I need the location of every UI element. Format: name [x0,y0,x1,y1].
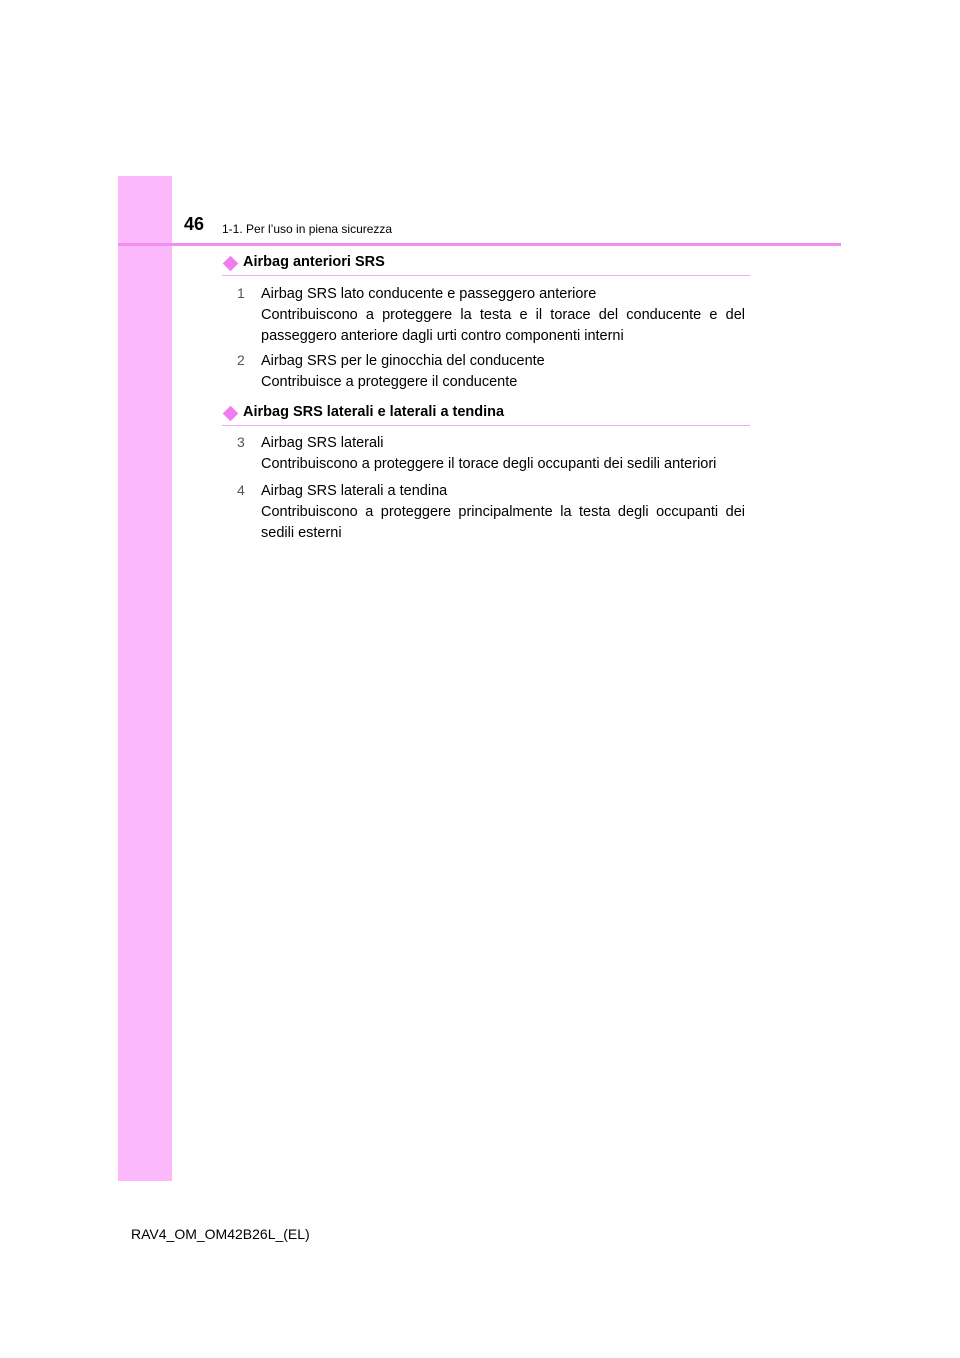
item-title: Airbag SRS per le ginocchia del conducente [261,353,545,369]
diamond-bullet-icon [223,406,239,422]
section-heading-text: Airbag SRS laterali e laterali a tendina [243,404,505,420]
item-description: Contribuiscono a proteggere principalmente la testa degli occupanti dei sedili esterni [261,504,745,541]
item-description: Contribuisce a proteggere il conducente [261,374,518,390]
item-number: 4 [237,482,245,498]
item-title: Airbag SRS laterali [261,435,384,451]
item-number: 3 [237,434,245,450]
item-number: 2 [237,352,245,368]
item-number: 1 [237,285,245,301]
chapter-sidebar-tab [118,176,172,1181]
page-number: 46 [184,214,205,234]
item-description: Contribuiscono a proteggere la testa e il torace del conducente e del passeggero anteriore dagli urti contro componenti interni [261,307,745,344]
item-title: Airbag SRS laterali a tendina [261,483,448,499]
section-heading-front-airbags [222,254,750,276]
section-path: 1-1. Per l’uso in piena sicurezza [222,222,393,236]
document-code: RAV4_OM_OM42B26L_(EL) [131,1226,310,1242]
section-heading-side-airbags [222,404,750,426]
section-heading-text: Airbag anteriori SRS [243,254,385,270]
item-description: Contribuiscono a proteggere il torace degli occupanti dei sedili anteriori [261,456,717,472]
header-divider [118,243,841,246]
diamond-bullet-icon [223,256,239,272]
item-title: Airbag SRS lato conducente e passeggero anteriore [261,286,597,302]
